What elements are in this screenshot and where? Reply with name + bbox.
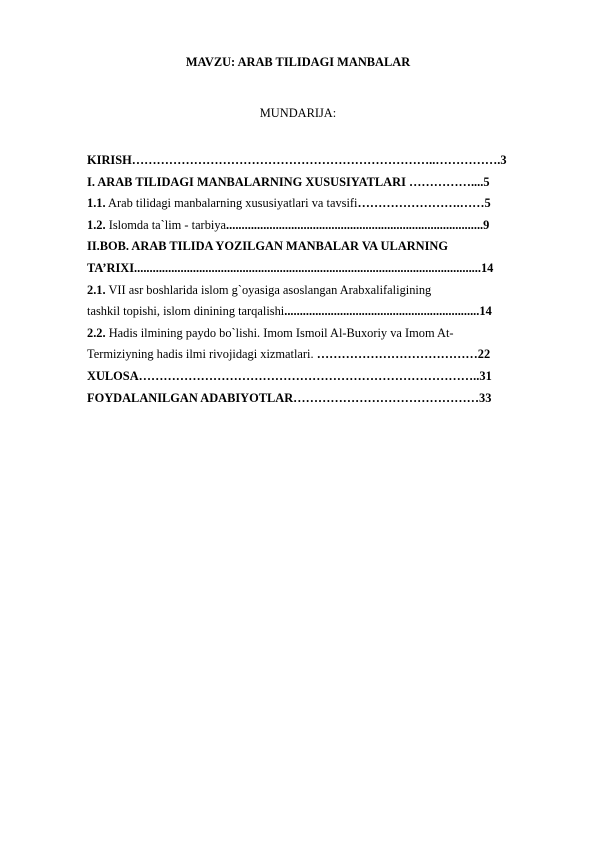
leader-dots-page: ...............................................................14 bbox=[284, 304, 492, 319]
section-number: 1.2. bbox=[87, 217, 106, 232]
section-title: VII asr boshlarida islom g`oyasiga asoslangan Arabxalifaligining bbox=[105, 282, 432, 297]
toc-entry-section-1-2 bbox=[87, 215, 546, 237]
section-title-continued: tashkil topishi, islom dinining tarqalishi bbox=[87, 304, 285, 319]
toc-entry-kirish: KIRISH………………………………………………………………..…………….3 bbox=[87, 153, 507, 167]
section-title: Islomda ta`lim - tarbiya bbox=[105, 217, 227, 232]
table-of-contents bbox=[87, 150, 547, 409]
section-number: 1.1. bbox=[87, 196, 106, 211]
toc-entry-section-1-1 bbox=[87, 193, 540, 215]
document-topic-title: MAVZU: ARAB TILIDAGI MANBALAR bbox=[185, 55, 411, 69]
section-number: 2.1. bbox=[87, 282, 106, 297]
toc-entry-foydalanilgan-adabiyotlar: FOYDALANILGAN ADABIYOTLAR………………………………………33 bbox=[87, 390, 492, 405]
toc-entry-section-2-2-line-2 bbox=[87, 344, 543, 366]
toc-entry-section-2-1-line-2 bbox=[87, 301, 543, 323]
toc-entry-section-2-1-line-1 bbox=[87, 280, 487, 302]
leader-dots-page: ...................................................................................9 bbox=[226, 217, 490, 232]
section-title-continued: Termiziyning hadis ilmi rivojidagi xizmatlari. bbox=[87, 347, 317, 362]
leader-dots-page: …………………………………22 bbox=[316, 347, 491, 362]
leader-dots-page: …………………….……5 bbox=[357, 196, 491, 211]
toc-entry-section-2-2-line-1 bbox=[87, 323, 507, 345]
section-number: 2.2. bbox=[87, 325, 106, 340]
section-title: Arab tilidagi manbalarning xususiyatlari va tavsifi bbox=[105, 196, 358, 211]
toc-entry-chapter-2-line-2: TA’RIXI................................................................................................................14 bbox=[87, 260, 494, 275]
toc-entry-chapter-2-line-1: II.BOB. ARAB TILIDA YOZILGAN MANBALAR VA ULARNING bbox=[87, 239, 449, 254]
contents-heading: MUNDARIJA: bbox=[259, 106, 337, 120]
toc-entry-chapter-1: I. ARAB TILIDAGI MANBALARNING XUSUSIYATLARI ……………....5 bbox=[87, 174, 490, 189]
section-title: Hadis ilmining paydo bo`lishi. Imom Ismoil Al-Buxoriy va Imom At- bbox=[105, 325, 454, 340]
toc-entry-xulosa: XULOSA………………………………………………………………………..31 bbox=[87, 368, 492, 383]
